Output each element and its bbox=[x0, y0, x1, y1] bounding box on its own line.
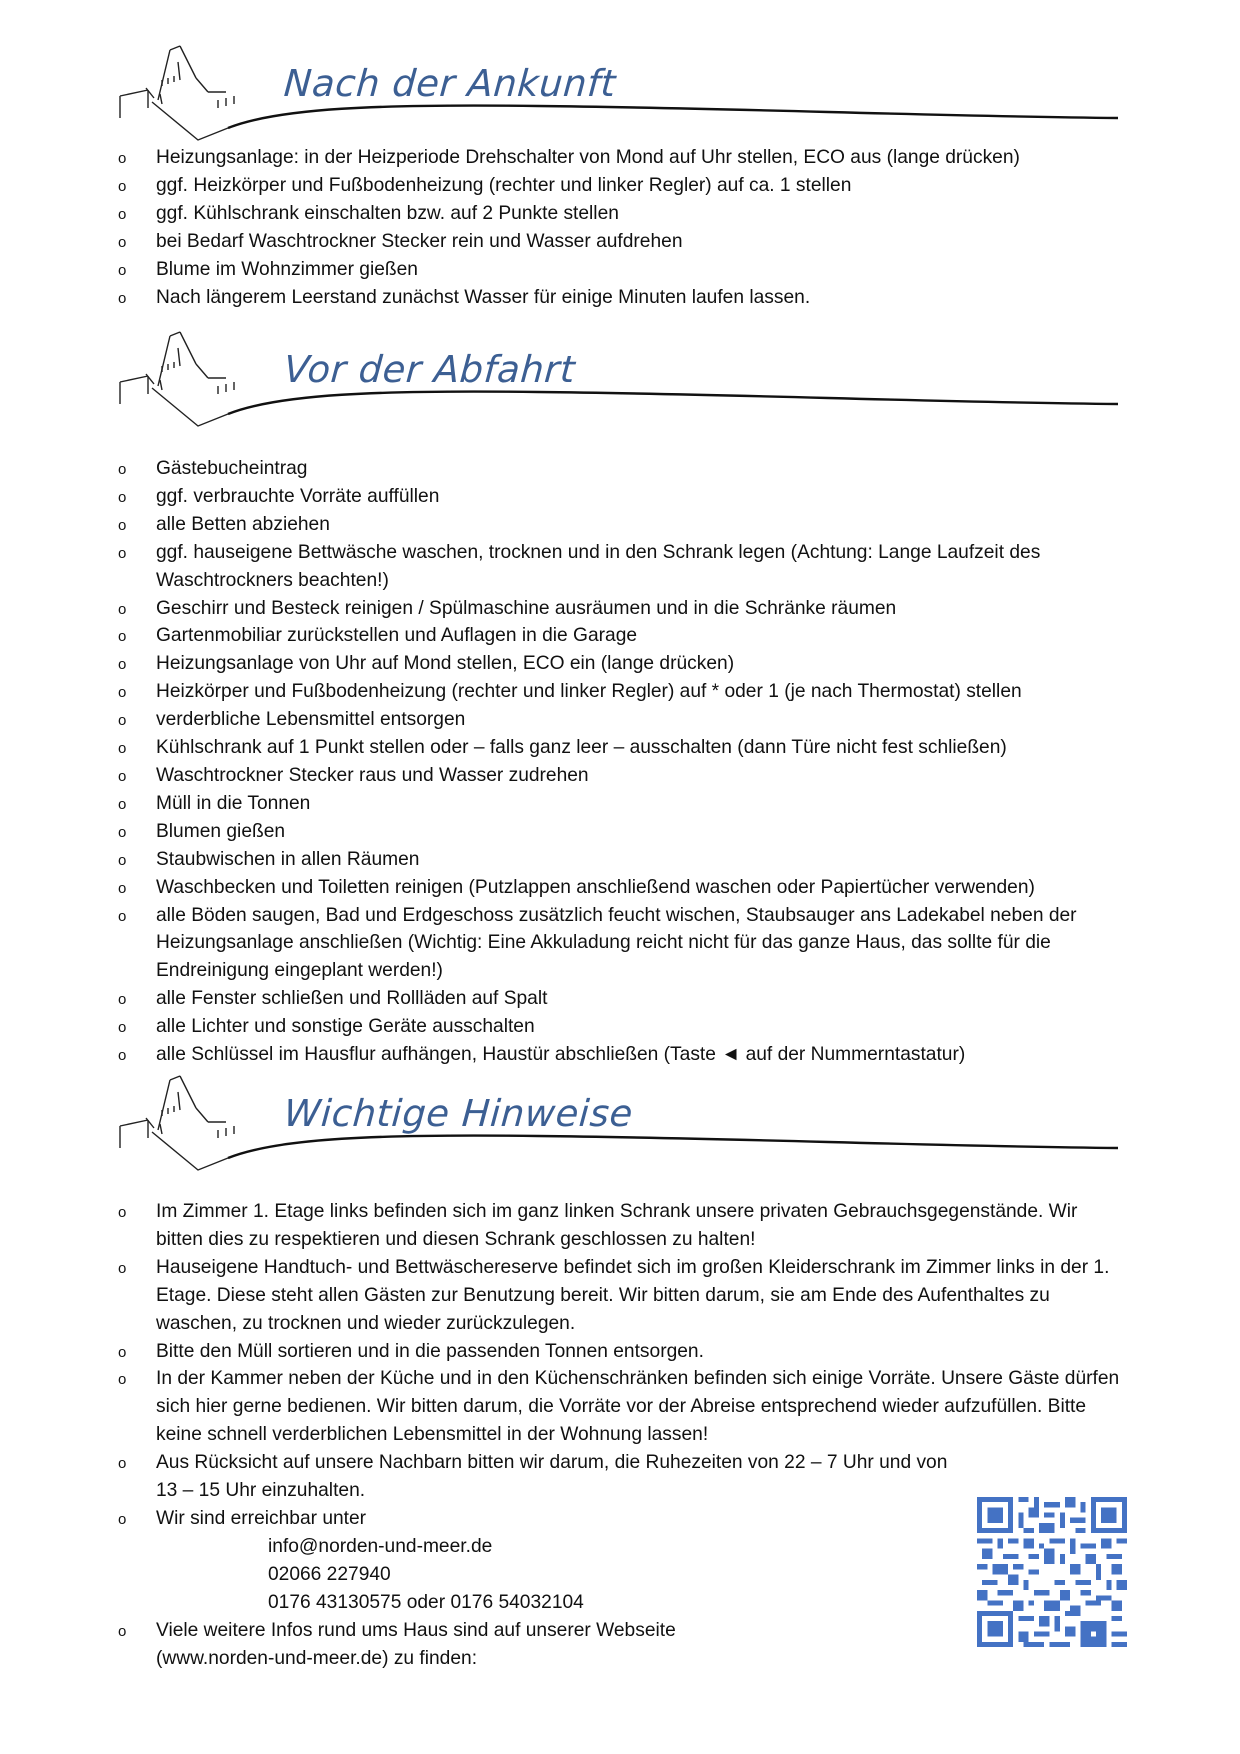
section-title: Vor der Abfahrt bbox=[282, 348, 577, 391]
bullet-icon: o bbox=[118, 795, 127, 813]
list-item: o ggf. hauseigene Bettwäsche waschen, trocknen und in den Schrank legen (Achtung: Lange Laufzeit des Waschtrockners beachten!) bbox=[118, 539, 1128, 595]
bullet-icon: o bbox=[118, 991, 127, 1009]
house-sketch-icon bbox=[118, 40, 1128, 150]
bullet-icon: o bbox=[118, 1510, 127, 1528]
list-item: o Heizungsanlage: in der Heizperiode Drehschalter von Mond auf Uhr stellen, ECO aus (lange drücken) bbox=[118, 144, 1128, 172]
list-item: o Aus Rücksicht auf unsere Nachbarn bitten wir darum, die Ruhezeiten von 22 – 7 Uhr und von 13 – 15 Uhr einzuhalten. bbox=[118, 1449, 1128, 1505]
bullet-icon: o bbox=[118, 823, 127, 841]
bullet-icon: o bbox=[118, 150, 127, 167]
contact-phone: 02066 227940 bbox=[268, 1563, 391, 1585]
house-sketch-icon bbox=[118, 326, 1128, 436]
contact-intro: Wir sind erreichbar unter bbox=[156, 1507, 367, 1529]
bullet-icon: o bbox=[118, 516, 127, 534]
list-item: o Blumen gießen bbox=[118, 818, 1128, 846]
list-item: o Blume im Wohnzimmer gießen bbox=[118, 256, 1128, 284]
list-item: o Gartenmobiliar zurückstellen und Auflagen in die Garage bbox=[118, 622, 1128, 650]
bullet-icon: o bbox=[118, 261, 127, 279]
bullet-icon: o bbox=[118, 205, 127, 223]
section-header-arrival bbox=[118, 40, 1128, 150]
list-item: o Gästebucheintrag bbox=[118, 455, 1128, 483]
section-title: Wichtige Hinweise bbox=[282, 1092, 635, 1135]
departure-checklist bbox=[118, 455, 1128, 1069]
list-item: o Heizkörper und Fußbodenheizung (rechter und linker Regler) auf * oder 1 (je nach Thermostat) stellen bbox=[118, 678, 1128, 706]
bullet-icon: o bbox=[118, 851, 127, 869]
list-item: o Im Zimmer 1. Etage links befinden sich im ganz linken Schrank unsere privaten Gebrauchsgegenstände. Wir bitten dies zu respektieren und diesen Schrank geschlossen zu halten! bbox=[118, 1198, 1128, 1254]
section-header-departure bbox=[118, 326, 1128, 436]
list-item: o Staubwischen in allen Räumen bbox=[118, 846, 1128, 874]
bullet-icon: o bbox=[118, 740, 127, 758]
list-item: o ggf. Kühlschrank einschalten bzw. auf 2 Punkte stellen bbox=[118, 200, 1128, 228]
bullet-icon: o bbox=[118, 1455, 127, 1473]
list-item: o Geschirr und Besteck reinigen / Spülmaschine ausräumen und in die Schränke räumen bbox=[118, 595, 1128, 623]
bullet-icon: o bbox=[118, 628, 127, 646]
bullet-icon: o bbox=[118, 289, 127, 307]
list-item: o alle Fenster schließen und Rollläden auf Spalt bbox=[118, 985, 1128, 1013]
bullet-icon: o bbox=[118, 907, 127, 925]
list-item: o Kühlschrank auf 1 Punkt stellen oder – falls ganz leer – ausschalten (dann Türe nicht fest schließen) bbox=[118, 734, 1128, 762]
list-item: o ggf. Heizkörper und Fußbodenheizung (rechter und linker Regler) auf ca. 1 stellen bbox=[118, 172, 1128, 200]
contact-mobile: 0176 43130575 oder 0176 54032104 bbox=[268, 1591, 584, 1613]
list-item: o bei Bedarf Waschtrockner Stecker rein und Wasser aufdrehen bbox=[118, 228, 1128, 256]
bullet-icon: o bbox=[118, 1204, 127, 1221]
list-item: o Waschtrockner Stecker raus und Wasser zudrehen bbox=[118, 762, 1128, 790]
bullet-icon: o bbox=[118, 233, 127, 251]
list-item: o Nach längerem Leerstand zunächst Wasser für einige Minuten laufen lassen. bbox=[118, 284, 1128, 312]
bullet-icon: o bbox=[118, 684, 127, 702]
bullet-icon: o bbox=[118, 461, 127, 478]
bullet-icon: o bbox=[118, 767, 127, 785]
arrival-checklist bbox=[118, 144, 1128, 311]
bullet-icon: o bbox=[118, 1259, 127, 1277]
list-item: o ggf. verbrauchte Vorräte auffüllen bbox=[118, 483, 1128, 511]
bullet-icon: o bbox=[118, 1343, 127, 1361]
bullet-icon: o bbox=[118, 488, 127, 506]
list-item: o In der Kammer neben der Küche und in den Küchenschränken befinden sich einige Vorräte. Unsere Gäste dürfen sich hier gerne bedienen. Wir bitten darum, die Vorräte vor der Abreise entsprechend wieder aufzufüllen. Bitte keine schnell verderblichen Lebensmittel in der Wohnung lassen! bbox=[118, 1365, 1128, 1449]
bullet-icon: o bbox=[118, 656, 127, 674]
qr-code-icon[interactable] bbox=[977, 1497, 1127, 1647]
list-item: o alle Betten abziehen bbox=[118, 511, 1128, 539]
list-item: o alle Lichter und sonstige Geräte ausschalten bbox=[118, 1013, 1128, 1041]
bullet-icon: o bbox=[118, 177, 127, 195]
list-item: o Waschbecken und Toiletten reinigen (Putzlappen anschließend waschen oder Papiertücher verwenden) bbox=[118, 874, 1128, 902]
bullet-icon: o bbox=[118, 544, 127, 562]
bullet-icon: o bbox=[118, 600, 127, 618]
bullet-icon: o bbox=[118, 1371, 127, 1389]
list-item: o Hauseigene Handtuch- und Bettwäschereserve befindet sich im großen Kleiderschrank im Zimmer links in der 1. Etage. Diese steht allen Gästen zur Benutzung bereit. Wir bitten darum, sie am Ende des Aufenthaltes zu waschen, zu trocknen und wieder zurückzulegen. bbox=[118, 1254, 1128, 1338]
section-title: Nach der Ankunft bbox=[282, 62, 618, 105]
list-item: o alle Böden saugen, Bad und Erdgeschoss zusätzlich feucht wischen, Staubsauger ans Ladekabel neben der Heizungsanlage anschließen (Wichtig: Eine Akkuladung reicht nicht für das ganze Haus, das sollte für die Endreinigung eingeplant werden!) bbox=[118, 902, 1128, 986]
list-item: o Bitte den Müll sortieren und in die passenden Tonnen entsorgen. bbox=[118, 1338, 1128, 1366]
list-item: o verderbliche Lebensmittel entsorgen bbox=[118, 706, 1128, 734]
section-header-notes bbox=[118, 1070, 1128, 1180]
website-note: Viele weitere Infos rund ums Haus sind auf unserer Webseite (www.norden-und-meer.de) zu finden: bbox=[156, 1619, 676, 1669]
bullet-icon: o bbox=[118, 712, 127, 730]
bullet-icon: o bbox=[118, 1622, 127, 1640]
list-item: o Heizungsanlage von Uhr auf Mond stellen, ECO ein (lange drücken) bbox=[118, 650, 1128, 678]
bullet-icon: o bbox=[118, 1047, 127, 1065]
contact-email-link[interactable]: info@norden-und-meer.de bbox=[268, 1535, 493, 1557]
bullet-icon: o bbox=[118, 879, 127, 897]
bullet-icon: o bbox=[118, 1019, 127, 1037]
list-item: o Müll in die Tonnen bbox=[118, 790, 1128, 818]
list-item: o alle Schlüssel im Hausflur aufhängen, Haustür abschließen (Taste ◄ auf der Nummerntastatur) bbox=[118, 1041, 1128, 1069]
